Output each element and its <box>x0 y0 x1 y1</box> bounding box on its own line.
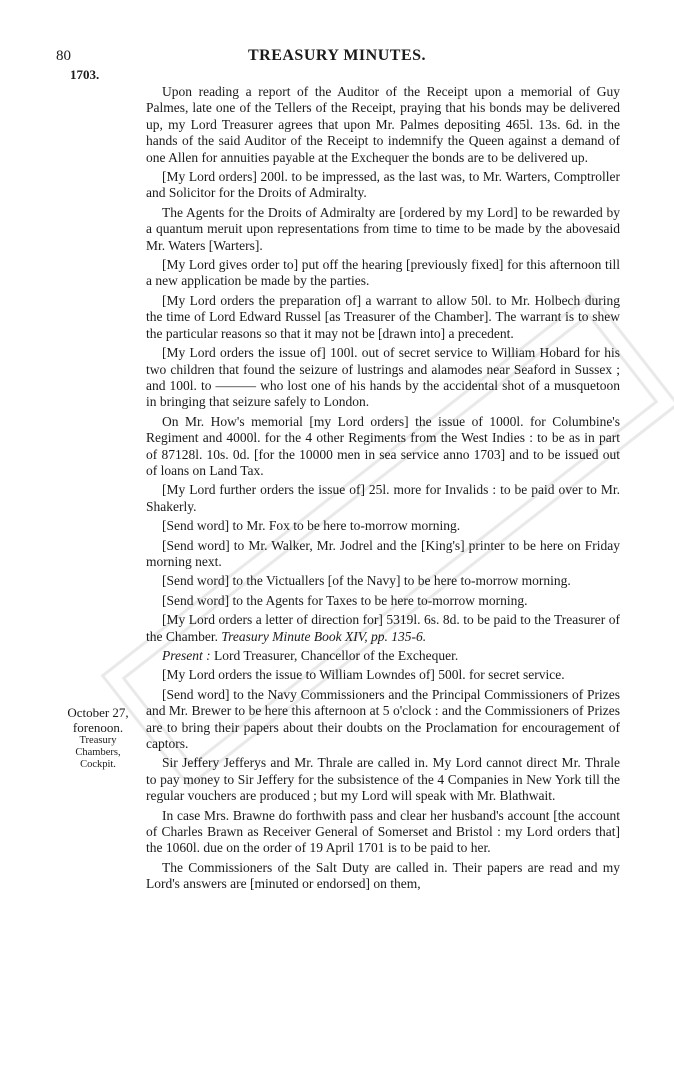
running-head: TREASURY MINUTES. <box>247 47 427 64</box>
paragraph: On Mr. How's memorial [my Lord orders] the issue of 1000l. for Columbine's Regiment and 4000l. for the 4 other Regiments from the West Indies : to be as in part of 87128l. 10s. 0d. [for the 10000 men in sea service anno 1703] and to be issued out of loans on Land Tax. <box>146 413 620 478</box>
paragraph: In case Mrs. Brawne do forthwith pass and clear her husband's account [the account of Charles Brawn as Receiver General of Somerset and Bristol : my Lord orders that] the 1060l. due on the order of 19 April 1701 is to be paid to her. <box>146 807 620 856</box>
margin-date: October 27, <box>67 705 129 720</box>
paragraph: The Commissioners of the Salt Duty are called in. Their papers are read and my Lord's answers are [minuted or endorsed] on them, <box>146 859 620 892</box>
paragraph: [Send word] to the Navy Commissioners and the Principal Commissioners of Prizes and Mr. Brewer to be here this afternoon at 5 o'clock : and the Commissioners of Prizes are to bring their papers about their doubts on the Proclamation for encouragement of captors. <box>146 686 620 752</box>
paragraph: [My Lord gives order to] put off the hearing [previously fixed] for this afternoon till a new application be made by the parties. <box>146 257 620 289</box>
paragraph: The Agents for the Droits of Admiralty are [ordered by my Lord] to be rewarded by a quantum meruit upon representations from time to time to be made by the abovesaid Mr. Waters [Warters]. <box>146 204 620 253</box>
paragraph: [Send word] to the Victuallers [of the Navy] to be here to-morrow morning. <box>162 573 571 589</box>
paragraph: [My Lord orders the preparation of] a warrant to allow 50l. to Mr. Holbech during the time of Lord Edward Russel [as Treasurer of the Chamber]. The warrant is to shew the particular reasons so that it may not be [drawn into] a precedent. <box>146 292 620 341</box>
paragraph: Sir Jeffery Jefferys and Mr. Thrale are called in. My Lord cannot direct Mr. Thrale to pay money to Sir Jeffery for the subsistence of the 4 Companies in New York till the regular vouchers are produced ; but my Lord will speak with Mr. Blathwait. <box>146 755 620 804</box>
paragraph: [My Lord orders the issue to William Lowndes of] 500l. for secret service. <box>162 667 565 683</box>
citation: Treasury Minute Book XIV, pp. 135-6. <box>221 628 427 644</box>
minutes-body <box>146 84 620 896</box>
margin-time: forenoon. <box>72 720 124 735</box>
page-number: 80 <box>56 48 71 64</box>
paragraph: [Send word] to Mr. Walker, Mr. Jodrel and the [King's] printer to be here on Friday morning next. <box>146 537 620 569</box>
paragraph: [My Lord further orders the issue of] 25l. more for Invalids : to be paid over to Mr. Shakerly. <box>146 482 620 514</box>
paragraph: [Send word] to the Agents for Taxes to be here to-morrow morning. <box>162 592 528 608</box>
year-marker: 1703. <box>70 67 100 82</box>
present-line <box>146 648 620 664</box>
paragraph-with-citation <box>146 612 620 645</box>
paragraph: [My Lord orders the issue of] 100l. out of secret service to William Hobard for his two children that found the seizure of lustrings and alamodes near Seaford in Sussex ; and 100l. to ——— who lost one of his hands by the accidental shot of a musquetoon in bringing that seizure safely to London. <box>146 345 620 410</box>
paragraph: Upon reading a report of the Auditor of the Receipt upon a memorial of Guy Palmes, late one of the Tellers of the Receipt, praying that his bonds may be delivered up, my Lord Treasurer agrees that upon Mr. Palmes depositing 465l. 13s. 6d. in the hands of the said Auditor of the Receipt to indemnify the Queen against a demand of one Allen for annuities payable at the Exchequer the bonds are to be delivered up. <box>146 84 620 165</box>
margin-entry <box>57 705 139 771</box>
margin-place-3: Cockpit. <box>80 759 116 770</box>
present-label: Present : <box>162 648 211 663</box>
paragraph: [My Lord orders] 200l. to be impressed, as the last was, to Mr. Warters, Comptroller and Solicitor for the Droits of Admiralty. <box>146 169 620 201</box>
margin-place-1: Treasury <box>79 735 117 746</box>
present-text: Lord Treasurer, Chancellor of the Exchequer. <box>213 648 459 663</box>
paragraph: [Send word] to Mr. Fox to be here to-morrow morning. <box>162 518 461 534</box>
paragraph-text: [My Lord orders a letter of direction for] 5319l. 6s. 8d. to be paid to the Treasurer of the Chamber. <box>146 612 620 644</box>
margin-place-2: Chambers, <box>75 747 121 758</box>
